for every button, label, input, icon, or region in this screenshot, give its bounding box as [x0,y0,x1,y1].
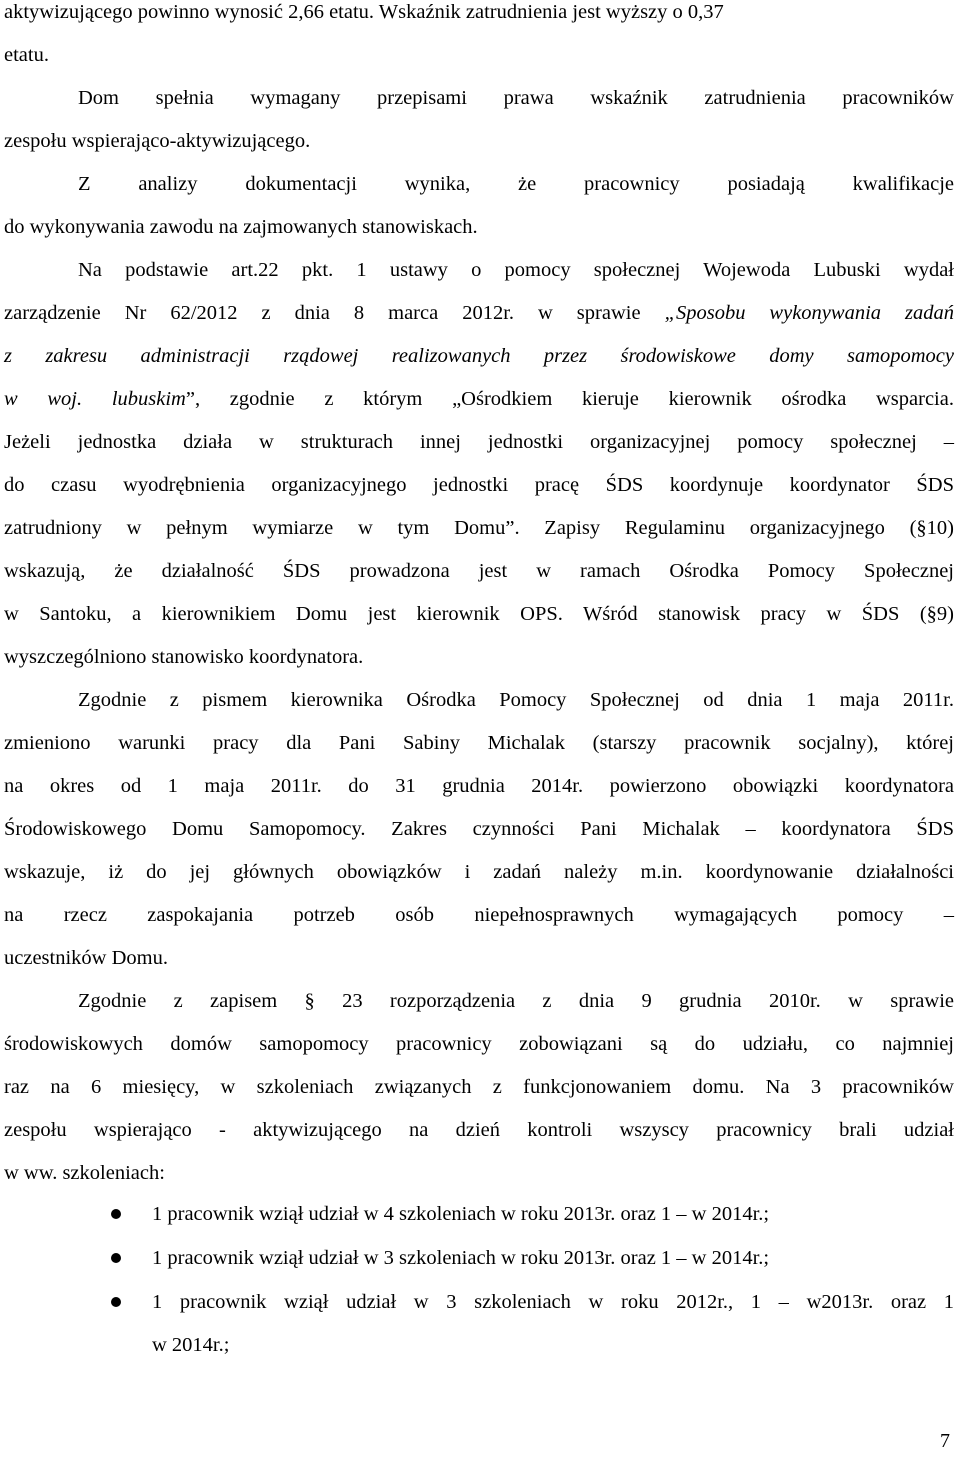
text-line [4,382,954,416]
text-line: Na podstawie art.22 pkt. 1 ustawy o pomocy społecznej Wojewoda Lubuski wydał [78,259,954,281]
text-line: na rzecz zaspokajania potrzeb osób niepełnosprawnych wymagających pomocy – [4,904,954,926]
text-line: raz na 6 miesięcy, w szkoleniach związanych z funkcjonowaniem domu. Na 3 pracowników [4,1076,954,1098]
text-span: ”, zgodnie z którym „Ośrodkiem kieruje kierownik ośrodka wsparcia. [185,388,954,410]
text-line: Dom spełnia wymagany przepisami prawa wskaźnik zatrudnienia pracowników [78,87,954,109]
text-line: uczestników Domu. [4,947,168,969]
bullet-icon [111,1253,121,1263]
text-line: Zgodnie z zapisem § 23 rozporządzenia z dnia 9 grudnia 2010r. w sprawie [78,990,954,1012]
text-line: aktywizującego powinno wynosić 2,66 etatu. Wskaźnik zatrudnienia jest wyższy o 0,37 [4,1,724,23]
text-line: na okres od 1 maja 2011r. do 31 grudnia 2014r. powierzono obowiązki koordynatora [4,775,954,797]
italic-span: w woj. lubuskim [4,388,186,410]
italic-span: „Sposobu wykonywania zadań [664,302,954,324]
list-item-continuation: w 2014r.; [152,1334,230,1356]
text-line: Zgodnie z pismem kierownika Ośrodka Pomocy Społecznej od dnia 1 maja 2011r. [78,689,954,711]
text-line: etatu. [4,44,49,66]
page-number: 7 [940,1430,950,1452]
bullet-icon [111,1297,121,1307]
text-line: Jeżeli jednostka działa w strukturach innej jednostki organizacyjnej pomocy społecznej – [4,431,954,453]
text-line: zespołu wspierająco - aktywizującego na dzień kontroli wszyscy pracownicy brali udział [4,1119,954,1141]
text-line: w Santoku, a kierownikiem Domu jest kierownik OPS. Wśród stanowisk pracy w ŚDS (§9) [4,603,954,625]
list-item: 1 pracownik wziął udział w 3 szkoleniach w roku 2012r., 1 – w2013r. oraz 1 [152,1291,954,1313]
text-line: z zakresu administracji rządowej realizowanych przez środowiskowe domy samopomocy [4,345,954,367]
text-line: wskazuje, iż do jej głównych obowiązków i zadań należy m.in. koordynowanie działalności [4,861,954,883]
text-line: zatrudniony w pełnym wymiarze w tym Domu”. Zapisy Regulaminu organizacyjnego (§10) [4,517,954,539]
text-line: Z analizy dokumentacji wynika, że pracownicy posiadają kwalifikacje [78,173,954,195]
text-line: do wykonywania zawodu na zajmowanych stanowiskach. [4,216,478,238]
list-item: 1 pracownik wziął udział w 3 szkoleniach w roku 2013r. oraz 1 – w 2014r.; [152,1247,770,1269]
text-line [4,296,954,330]
text-line: do czasu wyodrębnienia organizacyjnego jednostki pracę ŚDS koordynuje koordynator ŚDS [4,474,954,496]
text-line: zmieniono warunki pracy dla Pani Sabiny Michalak (starszy pracownik socjalny), której [4,732,954,754]
text-span: zarządzenie Nr 62/2012 z dnia 8 marca 2012r. w sprawie [4,302,665,324]
text-line: zespołu wspierająco-aktywizującego. [4,130,311,152]
text-line: Środowiskowego Domu Samopomocy. Zakres czynności Pani Michalak – koordynatora ŚDS [4,818,954,840]
bullet-icon [111,1209,121,1219]
list-item: 1 pracownik wziął udział w 4 szkoleniach w roku 2013r. oraz 1 – w 2014r.; [152,1203,770,1225]
text-line: w ww. szkoleniach: [4,1162,165,1184]
text-line: wskazują, że działalność ŚDS prowadzona jest w ramach Ośrodka Pomocy Społecznej [4,560,954,582]
text-line: wyszczególniono stanowisko koordynatora. [4,646,364,668]
text-line: środowiskowych domów samopomocy pracownicy zobowiązani są do udziału, co najmniej [4,1033,954,1055]
